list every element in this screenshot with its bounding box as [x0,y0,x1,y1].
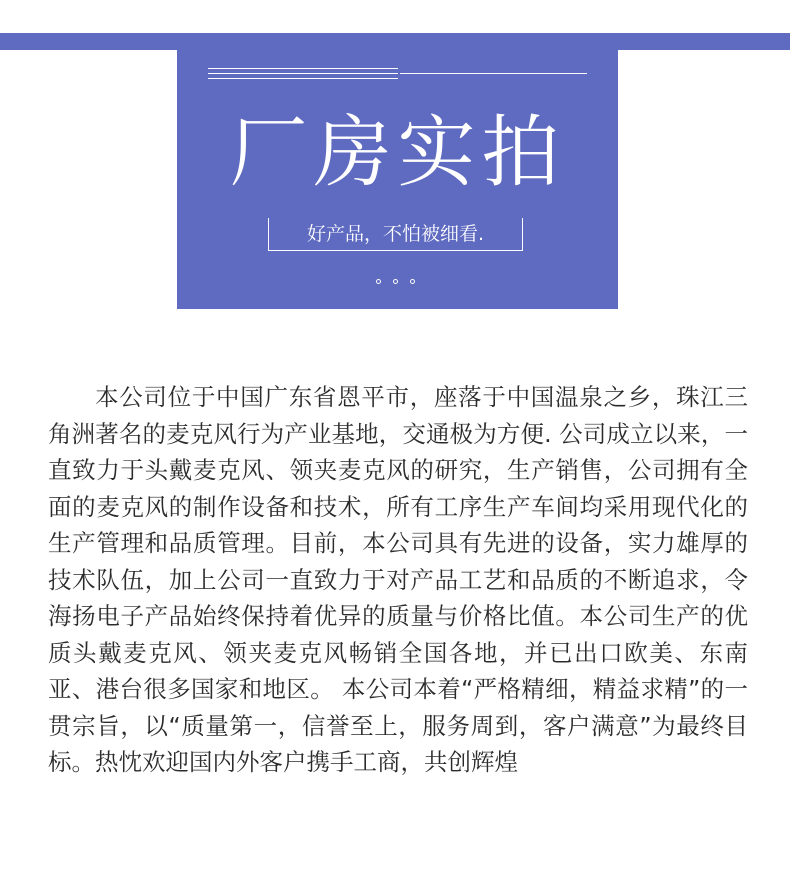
decorative-line [208,78,398,79]
dot-icon [376,279,381,284]
banner-title: 厂房实拍 [229,108,566,198]
company-description: 本公司位于中国广东省恩平市，座落于中国温泉之乡，珠江三角洲著名的麦克风行为产业基地，交通极为方便. 公司成立以来，一直致力于头戴麦克风、领夹麦克风的研究，生产销售，公司拥有全面的麦克风的制作设备和技术，所有工序生产车间均采用现代化的生产管理和品质管理。目前，本公司具有先进的设备，实力雄厚的技术队伍，加上公司一直致力于对产品工艺和品质的不断追求，令海扬电子产品始终保持着优异的质量与价格比值。本公司生产的优质头戴麦克风、领夹麦克风畅销全国各地，并已出口欧美、东南亚、港台很多国家和地区。 本公司本着“严格精细，精益求精”的一贯宗旨，以“质量第一，信誉至上，服务周到，客户满意”为最终目标。热忱欢迎国内外客户携手工商，共创辉煌 [48,383,748,776]
ellipsis-dots [367,279,427,289]
banner-subtitle: 好产品，不怕被细看. [306,223,485,245]
decorative-line [400,73,587,74]
top-accent-band [0,33,790,50]
decorative-line [208,73,398,74]
subtitle-frame [268,218,523,251]
section-banner [177,50,618,309]
dot-icon [410,279,415,284]
dot-icon [393,279,398,284]
decorative-line [208,68,398,69]
